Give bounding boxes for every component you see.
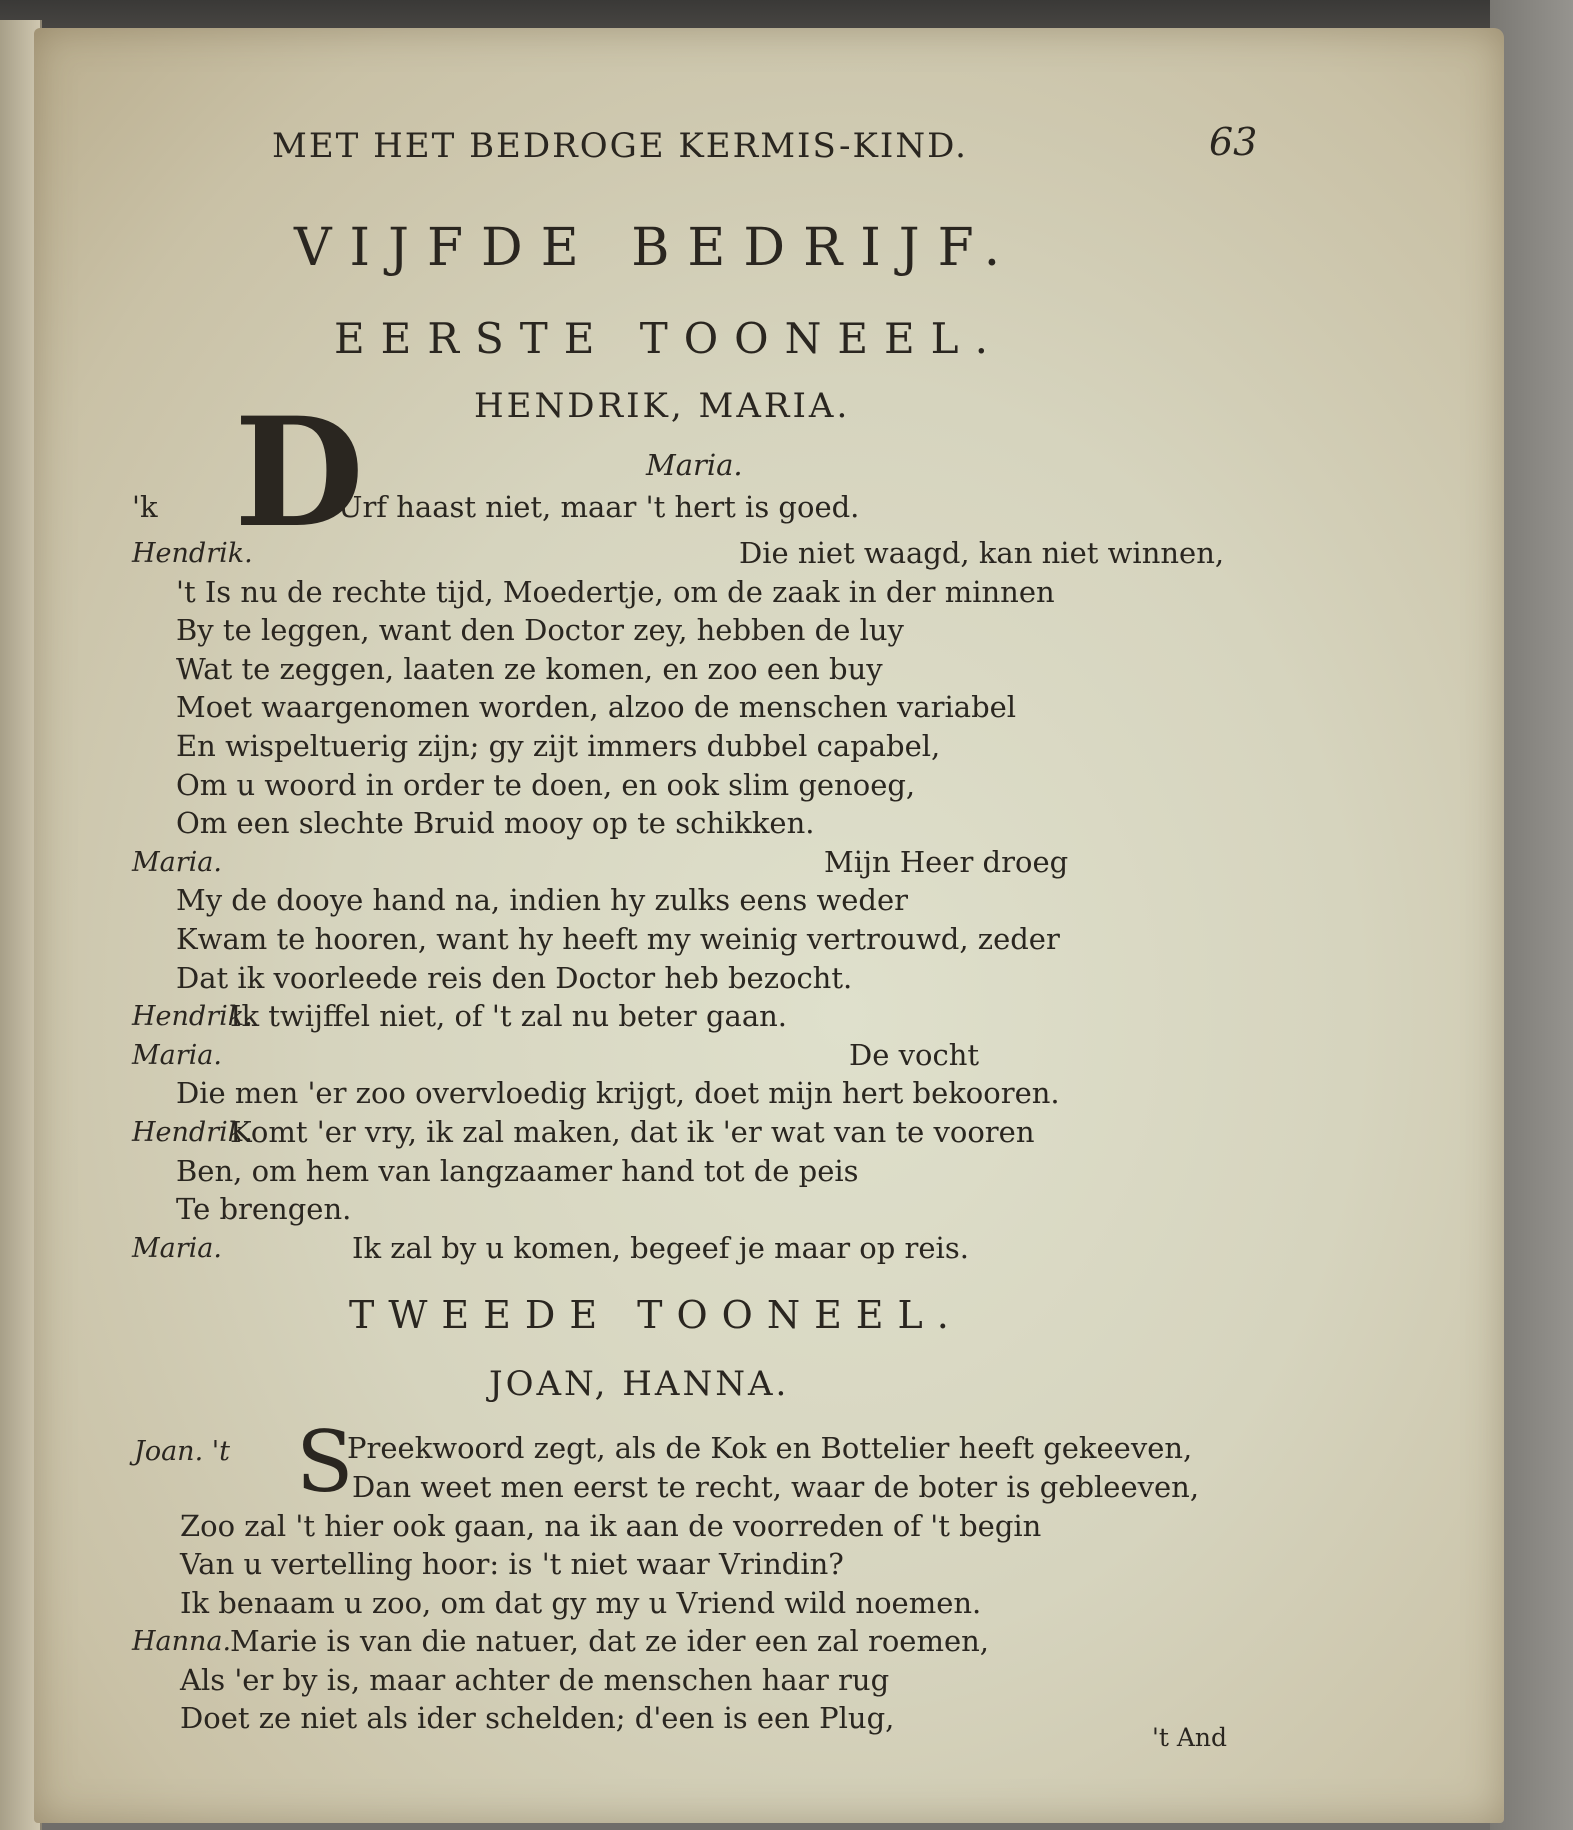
act-title: VIJFDE BEDRIJF. xyxy=(294,218,1019,278)
verse-line: Om u woord in order te doen, en ook slim genoeg, xyxy=(176,767,916,802)
speaker-label: Hendrik. xyxy=(132,1001,253,1033)
page-number: 63 xyxy=(1209,120,1258,164)
first-speaker: Maria. xyxy=(646,448,743,482)
verse-line: Die men 'er zoo overvloedig krijgt, doet mijn hert bekooren. xyxy=(176,1076,1060,1111)
verse-line: Die niet waagd, kan niet winnen, xyxy=(739,536,1225,570)
verse-line: Preekwoord zegt, als de Kok en Bottelier heeft gekeeven, xyxy=(347,1431,1193,1465)
verse-line: Doet ze niet als ider schelden; d'een is een Plug, xyxy=(180,1701,895,1735)
verse-line: Ik benaam u zoo, om dat gy my u Vriend wild noemen. xyxy=(180,1585,982,1620)
verse-line: Ben, om hem van langzaamer hand tot de peis xyxy=(176,1153,859,1188)
scene-persons: HENDRIK, MARIA. xyxy=(474,386,851,426)
opening-prefix: 'k xyxy=(132,490,158,524)
verse-line: Ik zal by u komen, begeef je maar op reis. xyxy=(352,1230,969,1265)
running-head: MET HET BEDROGE KERMIS-KIND. xyxy=(272,126,968,166)
verse-line: Wat te zeggen, laaten ze komen, en zoo een buy xyxy=(176,651,883,686)
verse-line: De vocht xyxy=(849,1037,980,1072)
verse-line: Marie is van die natuer, dat ze ider een zal roemen, xyxy=(230,1624,990,1659)
verse-line: Dat ik voorleede reis den Doctor heb bezocht. xyxy=(176,960,853,995)
verse-line: Als 'er by is, maar achter de menschen haar rug xyxy=(180,1662,890,1697)
scene-title: EERSTE TOONEEL. xyxy=(334,314,1004,363)
book-page xyxy=(34,28,1504,1823)
speaker-label: Hanna. xyxy=(132,1626,232,1658)
verse-line: Dan weet men eerst te recht, waar de boter is gebleeven, xyxy=(352,1470,1200,1504)
verse-line: My de dooye hand na, indien hy zulks eens weder xyxy=(176,883,909,918)
catchword: 't And xyxy=(1152,1723,1228,1752)
speaker-label: Maria. xyxy=(132,1232,222,1264)
drop-cap: D xyxy=(234,385,365,561)
opening-line: Urf haast niet, maar 't hert is goed. xyxy=(338,490,860,524)
verse-line: Zoo zal 't hier ook gaan, na ik aan de voorreden of 't begin xyxy=(180,1509,1042,1543)
verse-line: Komt 'er vry, ik zal maken, dat ik 'er wat van te vooren xyxy=(230,1115,1035,1149)
scene-persons-2: JOAN, HANNA. xyxy=(489,1364,790,1404)
speaker-label: Maria. xyxy=(132,1039,222,1071)
verse-line: Te brengen. xyxy=(176,1192,352,1227)
verse-line: Om een slechte Bruid mooy op te schikken. xyxy=(176,806,815,841)
speaker-label: Hendrik. xyxy=(132,538,253,569)
speaker-label: Maria. xyxy=(132,846,222,878)
verse-line: En wispeltuerig zijn; gy zijt immers dubbel capabel, xyxy=(176,729,941,763)
verse-line: Kwam te hooren, want hy heeft my weinig vertrouwd, zeder xyxy=(176,922,1060,956)
verse-line: Mijn Heer droeg xyxy=(824,844,1069,879)
verse-line: Ik twijffel niet, of 't zal nu beter gaan. xyxy=(230,999,788,1034)
verse-line: 't Is nu de rechte tijd, Moedertje, om de zaak in der minnen xyxy=(176,574,1055,609)
drop-cap-2: S xyxy=(296,1413,354,1511)
speaker-label: Hendrik. xyxy=(132,1117,253,1148)
verse-line: Moet waargenomen worden, alzoo de menschen variabel xyxy=(176,690,1017,725)
verse-line: Van u vertelling hoor: is 't niet waar Vrindin? xyxy=(180,1547,844,1582)
speaker-label: Joan. 't xyxy=(134,1436,231,1467)
verse-line: By te leggen, want den Doctor zey, hebben de luy xyxy=(176,613,904,648)
scene-title-2: TWEEDE TOONEEL. xyxy=(349,1293,963,1337)
